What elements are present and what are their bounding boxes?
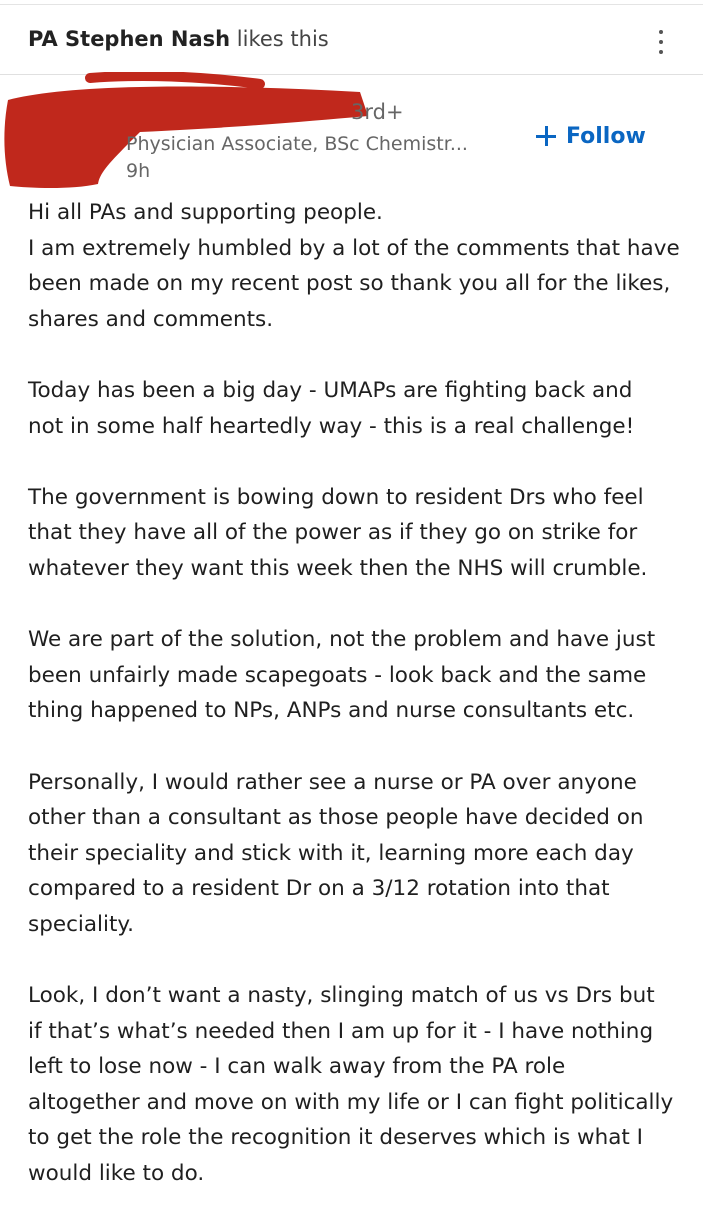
redaction-scribble [0, 72, 380, 192]
social-context-bar [0, 5, 703, 75]
social-context-action: likes this [230, 27, 329, 51]
post-text-line: thing happened to NPs, ANPs and nurse consultants etc. [28, 698, 635, 724]
post-text-line: altogether and move on with my life or I can fight politically [28, 1089, 674, 1115]
post-paragraph [28, 373, 688, 444]
post-text-line: The government is bowing down to resident Drs who feel [28, 484, 644, 510]
post-timestamp: 9h [126, 160, 151, 182]
post-text-line: Hi all PAs and supporting people. [28, 200, 383, 225]
post-text-line: left to lose now - I can walk away from the PA role [28, 1054, 566, 1080]
post-text-line: We are part of the solution, not the problem and have just [28, 627, 656, 653]
post-text-line: I am extremely humbled by a lot of the comments that have [28, 235, 680, 261]
post-text-line: not in some half heartedly way - this is a real challenge! [28, 413, 635, 439]
post-text-line: other than a consultant as those people have decided on [28, 805, 644, 831]
post-text-line: Personally, I would rather see a nurse or PA over anyone [28, 769, 637, 795]
post-text-line: shares and comments. [28, 306, 274, 332]
social-context-name[interactable]: PA Stephen Nash [28, 27, 231, 51]
post-text-line: been made on my recent post so thank you all for the likes, [28, 271, 671, 297]
post-body [28, 195, 688, 1227]
follow-button-label: Follow [566, 123, 646, 149]
post-paragraph [28, 978, 688, 1192]
author-headline: Physician Associate, BSc Chemistr... [126, 133, 468, 155]
post-text-line: that they have all of the power as if they go on strike for [28, 520, 638, 546]
social-context-text [28, 27, 329, 51]
connection-degree: 3rd+ [351, 100, 404, 124]
follow-button[interactable] [536, 120, 646, 152]
post-text-line: their speciality and stick with it, learning more each day [28, 840, 634, 866]
post-text-line: to get the role the recognition it deserves which is what I [28, 1125, 644, 1151]
post-text-line: Today has been a big day - UMAPs are fighting back and [28, 377, 633, 403]
post-paragraph [28, 765, 688, 943]
post-paragraph [28, 195, 688, 337]
post-paragraph [28, 480, 688, 587]
post-text-line: Look, I don’t want a nasty, slinging match of us vs Drs but [28, 983, 655, 1009]
post-text-line: if that’s what’s needed then I am up for it - I have nothing [28, 1018, 654, 1044]
post-paragraph [28, 622, 688, 729]
post-text-line: whatever they want this week then the NHS will crumble. [28, 555, 648, 581]
post-text-line: compared to a resident Dr on a 3/12 rotation into that [28, 876, 610, 902]
redaction-stroke [90, 76, 260, 84]
plus-icon [536, 126, 556, 146]
post-text-line: would like to do. [28, 1161, 205, 1187]
post-text-line: speciality. [28, 911, 134, 937]
more-options-icon[interactable] [650, 27, 672, 57]
post-text-line: been unfairly made scapegoats - look back and the same [28, 662, 647, 688]
